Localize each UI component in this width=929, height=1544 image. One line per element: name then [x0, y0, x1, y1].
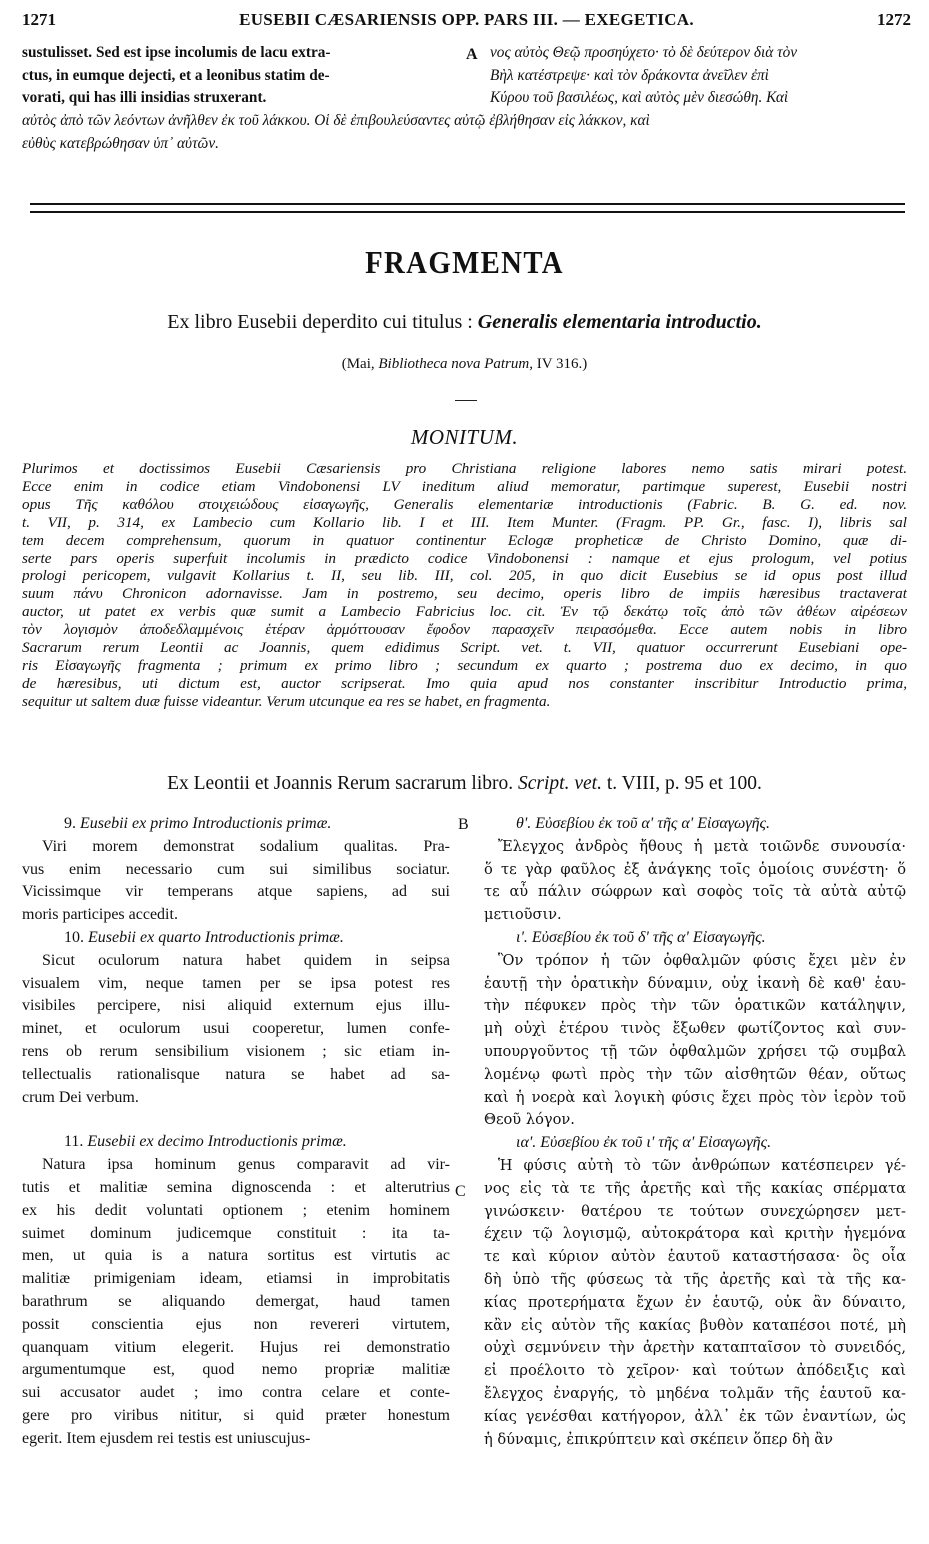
text-line: Ἡ φύσις αὐτὴ τὸ τῶν ἀνθρώπων κατέσπειρεν γέ-: [498, 1156, 906, 1174]
source-work: Bibliotheca nova Patrum,: [378, 356, 533, 372]
fragment-number: 11.: [64, 1133, 84, 1151]
text-line: barathrum se aliquando demergat, haud tamen: [22, 1292, 450, 1310]
excerpt-source-prefix: Ex Leontii et Joannis Rerum sacrarum libro.: [167, 773, 519, 794]
text-line: ἑαυτῇ τὴν ὁρατικὴν δύναμιν, οὐχ ἱκανὴ δὲ καθ' ἑαυ-: [484, 974, 906, 992]
text-line: Sicut oculorum natura habet quidem in seipsa: [42, 951, 450, 969]
text-line: νος εἰς τὰ τε τῆς ἀρετῆς καὶ τῆς κακίας σπέρματα: [484, 1179, 906, 1197]
text-line: quanquam vitium elegerit. Hujus rei demonstratio: [22, 1338, 450, 1356]
text-line: Κύρου τοῦ βασιλέως, καὶ αὐτὸς μὲν διεσώθη. Καὶ: [490, 89, 789, 106]
monitum-line: tem decem comprehensum, quorum in quatuor continentur Eclogæ propheticæ de Christo Domino, quæ di-: [22, 531, 907, 549]
monitum-heading: MONITUM.: [410, 425, 519, 449]
monitum-line: τὸν λογισμὸν ἀποδεδλαμμένοις ἑτέραν ἁρμόττουσαν ἔφοδον παρασχεῖν πειρασόμεθα. Ecce autem nobis in libro: [22, 621, 907, 639]
source-open: (Mai,: [341, 356, 379, 372]
fragment-heading-text: Eusebii ex quarto Introductionis primæ.: [88, 928, 344, 946]
text-line: moris participes accedit.: [22, 906, 178, 924]
continued-latin-column: [22, 42, 450, 110]
fragment-heading: ι'. Εὐσεβίου ἐκ τοῦ δ' τῆς α' Εἰσαγωγῆς.: [516, 928, 766, 946]
text-line: sustulisset. Sed est ipse incolumis de lacu extra-: [22, 44, 331, 61]
text-line: λομένῳ φωτὶ πρὸς τὴν τῶν αἰσθητῶν θέαν, οὕτως: [484, 1065, 906, 1083]
text-line: visibiles percipere, nisi aliquid externum ejus illu-: [22, 997, 450, 1015]
source-citation: [0, 356, 929, 373]
monitum-line: auctor, ut patet ex verbis quæ sumit a Lambecio Fabricius loc. cit. Ἐν τῷ δεκάτῳ τοῖς ἀπὸ τῶν ἀθέων αἱρέσεων: [22, 603, 907, 621]
text-line: μὴ οὐχὶ ἑτέρου τινὸς ἔξωθεν φωτίζοντος καὶ συν-: [484, 1020, 906, 1038]
text-line: αὐτὸς ἀπὸ τῶν λεόντων ἀνῆλθεν ἐκ τοῦ λάκκου. Οἱ δὲ ἐπιβουλεύσαντες αὐτῷ ἐβλήθησαν εἰς λάκκον, καὶ: [22, 112, 650, 129]
fragment-heading: [22, 813, 450, 836]
fragment-heading: θ'. Εὐσεβίου ἐκ τοῦ α' τῆς α' Εἰσαγωγῆς.: [516, 815, 771, 832]
excerpt-source-suffix: t. VIII, p. 95 et 100.: [601, 773, 762, 794]
monitum-line: suum πάνυ Chronicon adornavisse. Jam in postremo, seu decimo, operis libro de impiis hæresibus tractaverat: [22, 585, 907, 603]
text-line: κἂν εἰς αὐτὸν τῆς κακίας βυθὸν καταπέσοι ποτέ, μὴ: [484, 1316, 906, 1334]
text-line: men, ut quia is a natura sortitus est virtutis ac: [22, 1247, 450, 1265]
running-head: [22, 10, 911, 36]
text-line: sui accusator audet ; imo contra celare et conte-: [22, 1384, 450, 1402]
source-close: IV 316.): [532, 356, 588, 372]
text-line: tutis et malitiæ semina dignoscenda : et alterutrius: [22, 1178, 450, 1196]
monitum-line: prologi pericopem, vulgavit Kollarius t. II, seu lib. III, col. 205, in quo dicit Eusebius se id opus post illud: [22, 567, 907, 585]
text-line: rens ob rerum sensibilium visionem ; sic etiam in-: [22, 1042, 450, 1060]
text-line: κίας προτερήματα ἔχων ἐν ἑαυτῷ, οὐκ ἂν δύναιτο,: [484, 1293, 906, 1311]
text-line: Ἔλεγχος ἀνδρὸς ἤθους ἡ μετὰ τοιῶνδε συνουσία·: [498, 837, 906, 855]
text-line: ὅ τε γὰρ φαῦλος ἐξ ἀνάγκης τοῖς ὁμοίοις συνέστη· ὅ: [484, 860, 906, 878]
page-number-right: 1272: [877, 10, 911, 29]
text-line: εἰ προέλοιτο τὸ χεῖρον· καὶ τούτων ἀπόδειξις καὶ: [484, 1362, 906, 1380]
text-line: εὐθὺς κατεβρώθησαν ὑπ᾽ αὐτῶν.: [22, 134, 219, 152]
monitum-line: ris Εἰσαγωγῆς fragmenta ; primum ex primo libro ; secundum ex quarto ; postrema duo ex decimo, in quo: [22, 656, 907, 674]
text-line: argumentumque est, quod nemo propriæ malitiæ: [22, 1361, 450, 1379]
text-line: Viri morem demonstrat sodalium qualitas. Pra-: [42, 837, 450, 855]
text-line: vorati, qui has illi insidias struxerant.: [22, 89, 267, 106]
text-line: τε καὶ κύριον αὐτὸν ἑαυτοῦ καταστήσασα· ὃς οἷα: [484, 1248, 906, 1266]
text-line: egerit. Item ejusdem rei testis est uniuscujus-: [22, 1429, 311, 1447]
section-subtitle: [0, 311, 929, 334]
text-line: Θεοῦ λόγον.: [484, 1111, 575, 1129]
margin-letter-b: B: [458, 816, 469, 833]
monitum-line: Plurimos et doctissimos Eusebii Cæsariensis pro Christiana religione labores nemo satis mirari potest.: [22, 460, 907, 477]
running-title: EUSEBII CÆSARIENSIS OPP. PARS III. — EXEGETICA.: [239, 10, 694, 29]
continued-greek-full-width: [22, 110, 915, 155]
text-line: gere pro viribus nititur, si quid præter honestum: [22, 1406, 450, 1424]
text-line: malitiæ primigeniam ideam, etiamsi in improbitatis: [22, 1270, 450, 1288]
text-line: γινώσκειν· θατέρου τε τούτων συνεχώρησεν μετ-: [484, 1202, 906, 1220]
short-dash-divider: [455, 400, 477, 401]
text-line: τὴν πέφυκεν πρὸς τὴν τῶν ὁρατικῶν κατάληψιν,: [484, 997, 906, 1015]
excerpt-source-line: [0, 773, 929, 795]
margin-letter-a: A: [466, 46, 478, 63]
text-line: κίας γενέσθαι κατήγορον, ἀλλ᾽ ἐκ τῶν ἐναντίων, ὡς: [484, 1407, 906, 1425]
text-line: νος αὐτὸς Θεῷ προσηύχετο· τὸ δὲ δεύτερον διὰ τὸν: [490, 44, 798, 61]
text-line: οὐχὶ σεμνύνειν τὴν ἀρετὴν καταπταῖσον τὸ συνειδός,: [484, 1339, 906, 1357]
monitum-line: sequitur ut saltem duæ fuisse videantur. Verum utcunque ea res se habet, en fragmenta.: [22, 692, 551, 710]
text-line: Vicissimque vir temperans atque sapiens, ad sui: [22, 883, 450, 901]
monitum-line: opus Τῆς καθόλου στοιχειώδους εἰσαγωγῆς, Generalis elementariæ introductionis (Fabric. B. G. ed. nov.: [22, 495, 907, 513]
fragment-number: 10.: [64, 928, 84, 946]
monitum-line: de hæresibus, uti dictum est, auctor scripserat. Imo quia apud nos constanter inscribitur Introductio prima,: [22, 674, 907, 692]
text-line: Βὴλ κατέστρεψε· καὶ τὸν δράκοντα ἀνεῖλεν ἐπὶ: [490, 66, 769, 84]
subtitle-work-title: Generalis elementaria introductio.: [477, 311, 762, 333]
greek-column: [484, 813, 906, 1451]
excerpt-source-work: Script. vet.: [518, 773, 602, 794]
text-line: Ὃν τρόπον ἡ τῶν ὀφθαλμῶν φύσις ἔχει μὲν ἐν: [498, 951, 906, 969]
monitum-line: serte pars operis superfuit incolumis in prædicto codice Vindobonensi : namque et ejus prologum, vel potius: [22, 549, 907, 567]
fragment-heading-text: Eusebii ex decimo Introductionis primæ.: [87, 1133, 347, 1151]
text-line: possit conscientia ejus non revereri virtutem,: [22, 1315, 450, 1333]
text-line: υπουργοῦντος τῇ τῶν ὀφθαλμῶν χρήσει τῷ συμβαλ: [484, 1042, 906, 1060]
fragment-heading: ια'. Εὐσεβίου ἐκ τοῦ ι' τῆς α' Εἰσαγωγῆς.: [516, 1134, 772, 1152]
text-line: ex his dedit voluntati optionem ; etenim hominem: [22, 1201, 450, 1219]
subtitle-prefix: Ex libro Eusebii deperdito cui titulus :: [167, 311, 478, 333]
fragment-heading: [22, 927, 450, 950]
text-line: minet, et oculorum usui cooperetur, lumen confe-: [22, 1020, 450, 1038]
text-line: vus enim necessario cum sui similibus sociatur.: [22, 860, 450, 878]
fragment-heading-text: Eusebii ex primo Introductionis primæ.: [80, 815, 332, 832]
monitum-line: t. VII, p. 314, ex Lambecio cum Kollario lib. I et III. Item Munter. (Fragm. PP. Gr., fasc. I), libris sal: [22, 513, 907, 531]
latin-column: [22, 813, 450, 1451]
monitum-body: [22, 460, 907, 711]
margin-letter-c: C: [455, 1183, 466, 1200]
text-line: τε αὖ πάλιν σώφρων καὶ σοφὸς τοῖς τὰ αὐτὰ αὐτῷ: [484, 883, 906, 901]
text-line: ἡ δύναμις, ἐπικρύπτειν καὶ σκέπειν ὅπερ δὴ ἂν: [484, 1430, 834, 1448]
text-line: δὴ ὑπὸ τῆς φύσεως τὰ τῆς ἀρετῆς καὶ τὰ τῆς κα-: [484, 1270, 906, 1288]
monitum-line: Sacrarum rerum Leontii ac Joannis, quem edidimus Script. vet. t. VII, quatuor occurrerunt Eusebiani ope-: [22, 639, 907, 657]
continued-greek-column: [490, 42, 915, 110]
section-divider-rule: [30, 203, 905, 213]
text-line: έχειν τῷ λογισμῷ, αὐτοκράτορα καὶ κριτὴν ἡγεμόνα: [484, 1225, 906, 1243]
section-title: FRAGMENTA: [365, 244, 564, 280]
text-line: suimet dominum judicemque constituit : ita ta-: [22, 1224, 450, 1242]
text-line: μετιοῦσιν.: [484, 906, 562, 924]
page-number-left: 1271: [22, 10, 56, 29]
fragment-number: 9.: [64, 815, 76, 832]
text-line: Natura ipsa hominum genus comparavit ad vir-: [42, 1156, 450, 1174]
text-line: tellectualis rationalisque natura se habet ad sa-: [22, 1065, 450, 1083]
text-line: ἔλεγχος ἐναργής, τὸ μηδένα τολμᾶν τῆς ἑαυτοῦ κα-: [484, 1384, 906, 1402]
text-line: crum Dei verbum.: [22, 1088, 139, 1106]
text-line: visualem vim, neque tamen per se ipsa potest res: [22, 974, 450, 992]
fragment-heading: [22, 1131, 450, 1154]
monitum-line: Ecce enim in codice etiam Vindobonensi LV ineditum aliud memoratur, partimque superest, Eusebii nostri: [22, 477, 907, 495]
text-line: ctus, in eumque dejecti, et a leonibus statim de-: [22, 66, 330, 84]
text-line: καὶ ἡ νοερὰ καὶ λογικὴ φύσις ἔχει πρὸς τὸν ἱερὸν τοῦ: [484, 1088, 906, 1106]
